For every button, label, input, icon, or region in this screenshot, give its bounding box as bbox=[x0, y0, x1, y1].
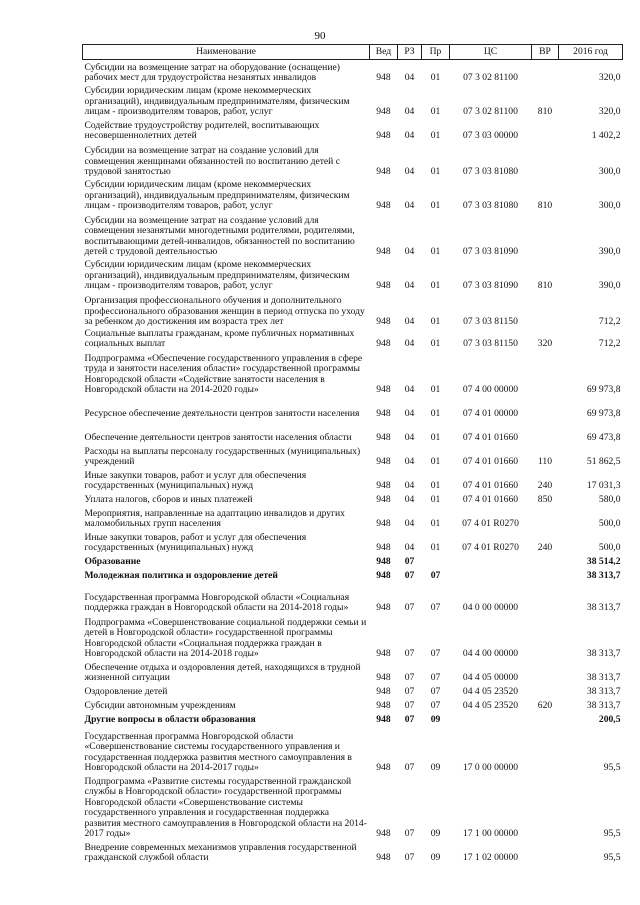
row-sum-cell: 500,0 bbox=[598, 518, 621, 529]
table-row bbox=[83, 554, 623, 568]
row-pr-cell: 09 bbox=[430, 852, 441, 863]
row-ved-cell: 948 bbox=[376, 166, 391, 177]
row-pr-cell: 01 bbox=[430, 130, 441, 141]
row-vr-cell: 240 bbox=[537, 542, 553, 553]
row-cs-cell: 07 4 01 01660 bbox=[462, 432, 519, 443]
row-cs-cell bbox=[450, 554, 532, 568]
row-sum-cell: 38 514,2 bbox=[586, 556, 621, 567]
row-name-cell: Другие вопросы в области образования bbox=[84, 714, 256, 725]
column-header-pr: Пр bbox=[422, 45, 450, 60]
row-name-cell: Содействие трудоустройству родителей, воспитывающих несовершеннолетних детей bbox=[84, 119, 320, 141]
row-cs-cell: 07 4 01 01660 bbox=[462, 494, 519, 505]
row-name-cell: Внедрение современных механизмов управления государственной гражданской службой области bbox=[84, 841, 357, 863]
row-ved-cell: 948 bbox=[376, 316, 391, 327]
row-pr-cell: 01 bbox=[430, 542, 441, 553]
row-name-cell: Оздоровление детей bbox=[84, 686, 168, 697]
row-rz-cell: 07 bbox=[404, 828, 415, 839]
row-sum-cell: 69 473,8 bbox=[586, 432, 621, 443]
row-vr-cell bbox=[532, 292, 559, 328]
row-sum-cell: 17 031,3 bbox=[586, 480, 621, 491]
row-name-cell: Субсидии на возмещение затрат на оборудование (оснащение) рабочих мест для трудоустройства незанятых инвалидов bbox=[84, 61, 340, 83]
row-name-cell: Мероприятия, направленные на адаптацию инвалидов и других маломобильных групп населения bbox=[84, 507, 345, 529]
row-sum-cell: 300,0 bbox=[598, 166, 621, 177]
row-vr-cell: 320 bbox=[537, 338, 553, 349]
table-row bbox=[83, 698, 623, 712]
row-name-cell: Субсидии на возмещение затрат на создание условий для совмещения незанятыми многодетными родителями, родителями, воспитывающими детей-инвалидов, обязанностей по воспитанию детей с трудовой деятельностью bbox=[84, 214, 355, 257]
row-ved-cell: 948 bbox=[376, 570, 391, 581]
row-sum-cell: 500,0 bbox=[598, 542, 621, 553]
row-cs-cell: 07 4 01 R0270 bbox=[462, 518, 519, 529]
row-sum-cell: 580,0 bbox=[598, 494, 621, 505]
table-row bbox=[83, 582, 623, 614]
table-row bbox=[83, 292, 623, 328]
row-vr-cell: 810 bbox=[537, 280, 553, 291]
row-rz-cell: 04 bbox=[404, 246, 415, 257]
row-rz-cell: 04 bbox=[404, 542, 415, 553]
row-ved-cell: 948 bbox=[376, 106, 391, 117]
row-rz-cell: 04 bbox=[404, 72, 415, 83]
row-sum-cell: 712,2 bbox=[598, 338, 621, 349]
row-ved-cell: 948 bbox=[376, 672, 391, 683]
table-row bbox=[83, 60, 623, 84]
row-pr-cell: 07 bbox=[430, 648, 441, 659]
row-ved-cell: 948 bbox=[376, 714, 391, 725]
row-ved-cell: 948 bbox=[376, 280, 391, 291]
row-rz-cell: 07 bbox=[404, 762, 415, 773]
row-name-cell: Образование bbox=[84, 556, 141, 567]
row-sum-cell: 95,5 bbox=[603, 828, 621, 839]
table-row bbox=[83, 350, 623, 396]
row-pr-cell: 07 bbox=[430, 686, 441, 697]
row-sum-cell: 712,2 bbox=[598, 316, 621, 327]
row-sum-cell: 95,5 bbox=[603, 762, 621, 773]
row-pr-cell: 01 bbox=[430, 432, 441, 443]
row-cs-cell: 17 1 02 00000 bbox=[462, 852, 519, 863]
row-cs-cell: 07 3 03 81080 bbox=[462, 200, 519, 211]
row-rz-cell: 07 bbox=[404, 686, 415, 697]
row-cs-cell: 04 0 00 00000 bbox=[462, 602, 519, 613]
row-rz-cell: 04 bbox=[404, 130, 415, 141]
row-ved-cell: 948 bbox=[376, 518, 391, 529]
row-pr-cell: 01 bbox=[430, 518, 441, 529]
row-cs-cell: 04 4 05 23520 bbox=[462, 686, 519, 697]
table-row bbox=[83, 84, 623, 118]
row-pr-cell: 01 bbox=[430, 408, 441, 419]
row-ved-cell: 948 bbox=[376, 338, 391, 349]
table-row bbox=[83, 178, 623, 212]
row-sum-cell: 320,0 bbox=[598, 72, 621, 83]
row-ved-cell: 948 bbox=[376, 432, 391, 443]
row-vr-cell: 850 bbox=[537, 494, 553, 505]
row-pr-cell: 01 bbox=[430, 456, 441, 467]
row-pr-cell: 01 bbox=[430, 384, 441, 395]
row-ved-cell: 948 bbox=[376, 556, 391, 567]
row-vr-cell bbox=[532, 118, 559, 142]
table-row bbox=[83, 530, 623, 554]
row-pr-cell: 01 bbox=[430, 166, 441, 177]
row-sum-cell: 38 313,7 bbox=[586, 672, 621, 683]
row-name-cell: Подпрограмма «Развитие системы государственной гражданской службы в Новгородской области» государственной программы Новгородской области «Совершенствование системы государственного управления и государственная поддержка развития местного самоуправления в Новгородской области на 2014-2017 годы» bbox=[84, 775, 367, 839]
row-rz-cell: 04 bbox=[404, 280, 415, 291]
row-cs-cell: 07 3 03 81150 bbox=[463, 316, 518, 327]
row-rz-cell: 07 bbox=[404, 648, 415, 659]
row-name-cell: Молодежная политика и оздоровление детей bbox=[84, 570, 278, 581]
table-row bbox=[83, 444, 623, 468]
table-body bbox=[83, 60, 623, 864]
row-pr-cell: 07 bbox=[430, 672, 441, 683]
row-vr-cell bbox=[532, 582, 559, 614]
row-sum-cell: 1 402,2 bbox=[591, 130, 621, 141]
row-ved-cell: 948 bbox=[376, 200, 391, 211]
column-header-year: 2016 год bbox=[559, 45, 623, 60]
row-cs-cell: 07 3 02 81100 bbox=[463, 72, 518, 83]
row-vr-cell bbox=[532, 554, 559, 568]
table-row bbox=[83, 568, 623, 582]
table-row bbox=[83, 712, 623, 726]
row-name-cell: Социальные выплаты гражданам, кроме публичных нормативных социальных выплат bbox=[84, 327, 355, 349]
row-cs-cell: 07 4 01 00000 bbox=[462, 408, 519, 419]
row-pr-cell: 01 bbox=[430, 494, 441, 505]
row-name-cell: Уплата налогов, сборов и иных платежей bbox=[84, 494, 253, 505]
row-sum-cell: 69 973,8 bbox=[586, 384, 621, 395]
table-row bbox=[83, 396, 623, 420]
table-header-row bbox=[83, 45, 623, 60]
row-name-cell: Иные закупки товаров, работ и услуг для обеспечения государственных (муниципальных) нужд bbox=[84, 469, 307, 491]
row-rz-cell: 07 bbox=[404, 852, 415, 863]
row-rz-cell: 04 bbox=[404, 432, 415, 443]
row-sum-cell: 38 313,7 bbox=[586, 686, 621, 697]
table-row bbox=[83, 506, 623, 530]
row-name-cell: Субсидии автономным учреждениям bbox=[84, 700, 236, 711]
row-name-cell: Организация профессионального обучения и дополнительного профессионального образования женщин в период отпуска по уходу за ребенком до достижения им возраста трех лет bbox=[84, 295, 365, 327]
row-rz-cell: 04 bbox=[404, 408, 415, 419]
row-pr-cell: 01 bbox=[430, 200, 441, 211]
row-vr-cell bbox=[532, 568, 559, 582]
table-row bbox=[83, 212, 623, 258]
row-vr-cell: 810 bbox=[537, 106, 553, 117]
row-rz-cell: 07 bbox=[404, 672, 415, 683]
row-ved-cell: 948 bbox=[376, 456, 391, 467]
row-rz-cell: 04 bbox=[404, 200, 415, 211]
row-sum-cell: 69 973,8 bbox=[586, 408, 621, 419]
row-vr-cell bbox=[532, 420, 559, 444]
row-name-cell: Субсидии юридическим лицам (кроме некоммерческих организаций), индивидуальным предпринимателям, физическим лицам - производителям товаров, работ, услуг bbox=[84, 179, 350, 211]
table-row bbox=[83, 684, 623, 698]
row-ved-cell: 948 bbox=[376, 542, 391, 553]
row-pr-cell: 01 bbox=[430, 72, 441, 83]
row-name-cell: Расходы на выплаты персоналу государственных (муниципальных) учреждений bbox=[84, 445, 361, 467]
row-ved-cell: 948 bbox=[376, 494, 391, 505]
row-rz-cell: 04 bbox=[404, 518, 415, 529]
row-sum-cell: 38 313,7 bbox=[586, 700, 621, 711]
row-rz-cell: 07 bbox=[404, 570, 415, 581]
row-vr-cell bbox=[532, 350, 559, 396]
table-row bbox=[83, 492, 623, 506]
row-rz-cell: 04 bbox=[404, 384, 415, 395]
table-row bbox=[83, 614, 623, 660]
row-name-cell: Субсидии юридическим лицам (кроме некоммерческих организаций), индивидуальным предпринимателям, физическим лицам - производителям товаров, работ, услуг bbox=[84, 259, 350, 291]
column-header-ved: Вед bbox=[370, 45, 398, 60]
row-vr-cell bbox=[532, 614, 559, 660]
row-sum-cell: 390,0 bbox=[598, 280, 621, 291]
row-vr-cell bbox=[532, 660, 559, 684]
table-row bbox=[83, 774, 623, 840]
table-row bbox=[83, 118, 623, 142]
row-sum-cell: 320,0 bbox=[598, 106, 621, 117]
row-cs-cell: 07 3 03 81090 bbox=[462, 246, 519, 257]
row-cs-cell: 07 4 00 00000 bbox=[462, 384, 519, 395]
row-pr-cell: 01 bbox=[430, 280, 441, 291]
row-name-cell: Обеспечение деятельности центров занятости населения области bbox=[84, 432, 352, 443]
row-ved-cell: 948 bbox=[376, 762, 391, 773]
row-name-cell: Субсидии юридическим лицам (кроме некоммерческих организаций), индивидуальным предпринимателям, физическим лицам - производителям товаров, работ, услуг bbox=[84, 85, 350, 117]
row-sum-cell: 300,0 bbox=[598, 200, 621, 211]
row-ved-cell: 948 bbox=[376, 480, 391, 491]
row-name-cell: Иные закупки товаров, работ и услуг для обеспечения государственных (муниципальных) нужд bbox=[84, 531, 307, 553]
row-pr-cell: 01 bbox=[430, 106, 441, 117]
row-ved-cell: 948 bbox=[376, 130, 391, 141]
row-cs-cell: 17 1 00 00000 bbox=[462, 828, 519, 839]
row-cs-cell: 04 4 05 00000 bbox=[462, 672, 519, 683]
row-rz-cell: 04 bbox=[404, 480, 415, 491]
row-ved-cell: 948 bbox=[376, 408, 391, 419]
row-pr-cell: 01 bbox=[430, 338, 441, 349]
row-cs-cell: 04 4 00 00000 bbox=[462, 648, 519, 659]
column-header-name: Наименование bbox=[83, 45, 370, 60]
row-cs-cell: 04 4 05 23520 bbox=[462, 700, 519, 711]
row-sum-cell: 95,5 bbox=[603, 852, 621, 863]
row-cs-cell: 17 0 00 00000 bbox=[462, 762, 519, 773]
row-rz-cell: 07 bbox=[404, 556, 415, 567]
row-name-cell: Государственная программа Новгородской области «Совершенствование системы государственного управления и государственная поддержка развития местного самоуправления в Новгородской области на 2014-2017 годы» bbox=[84, 730, 352, 773]
row-rz-cell: 04 bbox=[404, 166, 415, 177]
row-name-cell: Ресурсное обеспечение деятельности центров занятости населения bbox=[84, 408, 360, 419]
row-name-cell: Обеспечение отдыха и оздоровления детей, находящихся в трудной жизненной ситуации bbox=[84, 661, 361, 683]
row-vr-cell bbox=[532, 142, 559, 178]
row-pr-cell bbox=[422, 554, 450, 568]
row-cs-cell: 07 3 03 81150 bbox=[463, 338, 518, 349]
row-sum-cell: 38 313,7 bbox=[586, 602, 621, 613]
row-cs-cell: 07 3 03 00000 bbox=[462, 130, 519, 141]
row-ved-cell: 948 bbox=[376, 72, 391, 83]
row-ved-cell: 948 bbox=[376, 384, 391, 395]
row-pr-cell: 01 bbox=[430, 316, 441, 327]
row-ved-cell: 948 bbox=[376, 828, 391, 839]
row-pr-cell: 09 bbox=[430, 762, 441, 773]
row-vr-cell bbox=[532, 712, 559, 726]
row-cs-cell: 07 4 01 R0270 bbox=[462, 542, 519, 553]
row-rz-cell: 04 bbox=[404, 316, 415, 327]
table-row bbox=[83, 142, 623, 178]
row-cs-cell bbox=[450, 712, 532, 726]
row-vr-cell bbox=[532, 506, 559, 530]
row-vr-cell bbox=[532, 60, 559, 84]
row-pr-cell: 07 bbox=[430, 570, 441, 581]
row-vr-cell bbox=[532, 726, 559, 774]
row-vr-cell: 810 bbox=[537, 200, 553, 211]
row-pr-cell: 09 bbox=[430, 714, 441, 725]
table-row bbox=[83, 328, 623, 350]
row-vr-cell: 240 bbox=[537, 480, 553, 491]
row-vr-cell bbox=[532, 212, 559, 258]
row-name-cell: Подпрограмма «Совершенствование социальной поддержки семьи и детей в Новгородской области» государственной программы Новгородской области «Социальная поддержка граждан в Новгородской области на 2014-2018 годы» bbox=[84, 616, 367, 659]
row-rz-cell: 04 bbox=[404, 338, 415, 349]
row-pr-cell: 01 bbox=[430, 480, 441, 491]
row-ved-cell: 948 bbox=[376, 700, 391, 711]
page-number: 90 bbox=[314, 30, 326, 42]
row-name-cell: Подпрограмма «Обеспечение государственного управления в сфере труда и занятости населения области» государственной программы Новгородской области «Содействие занятости населения в Новгородской области на 2014-2020 годы» bbox=[84, 352, 363, 395]
row-ved-cell: 948 bbox=[376, 648, 391, 659]
row-ved-cell: 948 bbox=[376, 602, 391, 613]
row-sum-cell: 38 313,7 bbox=[586, 570, 621, 581]
row-pr-cell: 01 bbox=[430, 246, 441, 257]
row-cs-cell bbox=[450, 568, 532, 582]
row-vr-cell bbox=[532, 774, 559, 840]
row-vr-cell: 620 bbox=[537, 700, 553, 711]
row-vr-cell bbox=[532, 684, 559, 698]
row-cs-cell: 07 4 01 01660 bbox=[462, 456, 519, 467]
column-header-vr: ВР bbox=[532, 45, 559, 60]
column-header-rz: РЗ bbox=[398, 45, 422, 60]
row-pr-cell: 09 bbox=[430, 828, 441, 839]
row-rz-cell: 07 bbox=[404, 700, 415, 711]
table-row bbox=[83, 840, 623, 864]
budget-table bbox=[82, 44, 623, 864]
row-cs-cell: 07 3 02 81100 bbox=[463, 106, 518, 117]
table-row bbox=[83, 660, 623, 684]
row-sum-cell: 390,0 bbox=[598, 246, 621, 257]
row-rz-cell: 04 bbox=[404, 494, 415, 505]
row-vr-cell bbox=[532, 840, 559, 864]
row-vr-cell: 110 bbox=[537, 456, 553, 467]
row-name-cell: Государственная программа Новгородской области «Социальная поддержка граждан в Новгородской области на 2014-2018 годы» bbox=[84, 591, 350, 613]
row-pr-cell: 07 bbox=[430, 700, 441, 711]
row-sum-cell: 38 313,7 bbox=[586, 648, 621, 659]
table-row bbox=[83, 726, 623, 774]
table-row bbox=[83, 420, 623, 444]
row-cs-cell: 07 4 01 01660 bbox=[462, 480, 519, 491]
row-pr-cell: 07 bbox=[430, 602, 441, 613]
row-rz-cell: 04 bbox=[404, 456, 415, 467]
row-sum-cell: 200,5 bbox=[598, 714, 621, 725]
table-row bbox=[83, 258, 623, 292]
row-ved-cell: 948 bbox=[376, 686, 391, 697]
table-row bbox=[83, 468, 623, 492]
row-rz-cell: 04 bbox=[404, 106, 415, 117]
row-cs-cell: 07 3 03 81080 bbox=[462, 166, 519, 177]
row-cs-cell: 07 3 03 81090 bbox=[462, 280, 519, 291]
row-name-cell: Субсидии на возмещение затрат на создание условий для совмещения женщинами обязанностей по воспитанию детей с трудовой занятостью bbox=[84, 145, 340, 177]
row-rz-cell: 07 bbox=[404, 602, 415, 613]
row-sum-cell: 51 862,5 bbox=[586, 456, 621, 467]
row-vr-cell bbox=[532, 396, 559, 420]
row-ved-cell: 948 bbox=[376, 852, 391, 863]
column-header-cs: ЦС bbox=[450, 45, 532, 60]
row-rz-cell: 07 bbox=[404, 714, 415, 725]
row-ved-cell: 948 bbox=[376, 246, 391, 257]
